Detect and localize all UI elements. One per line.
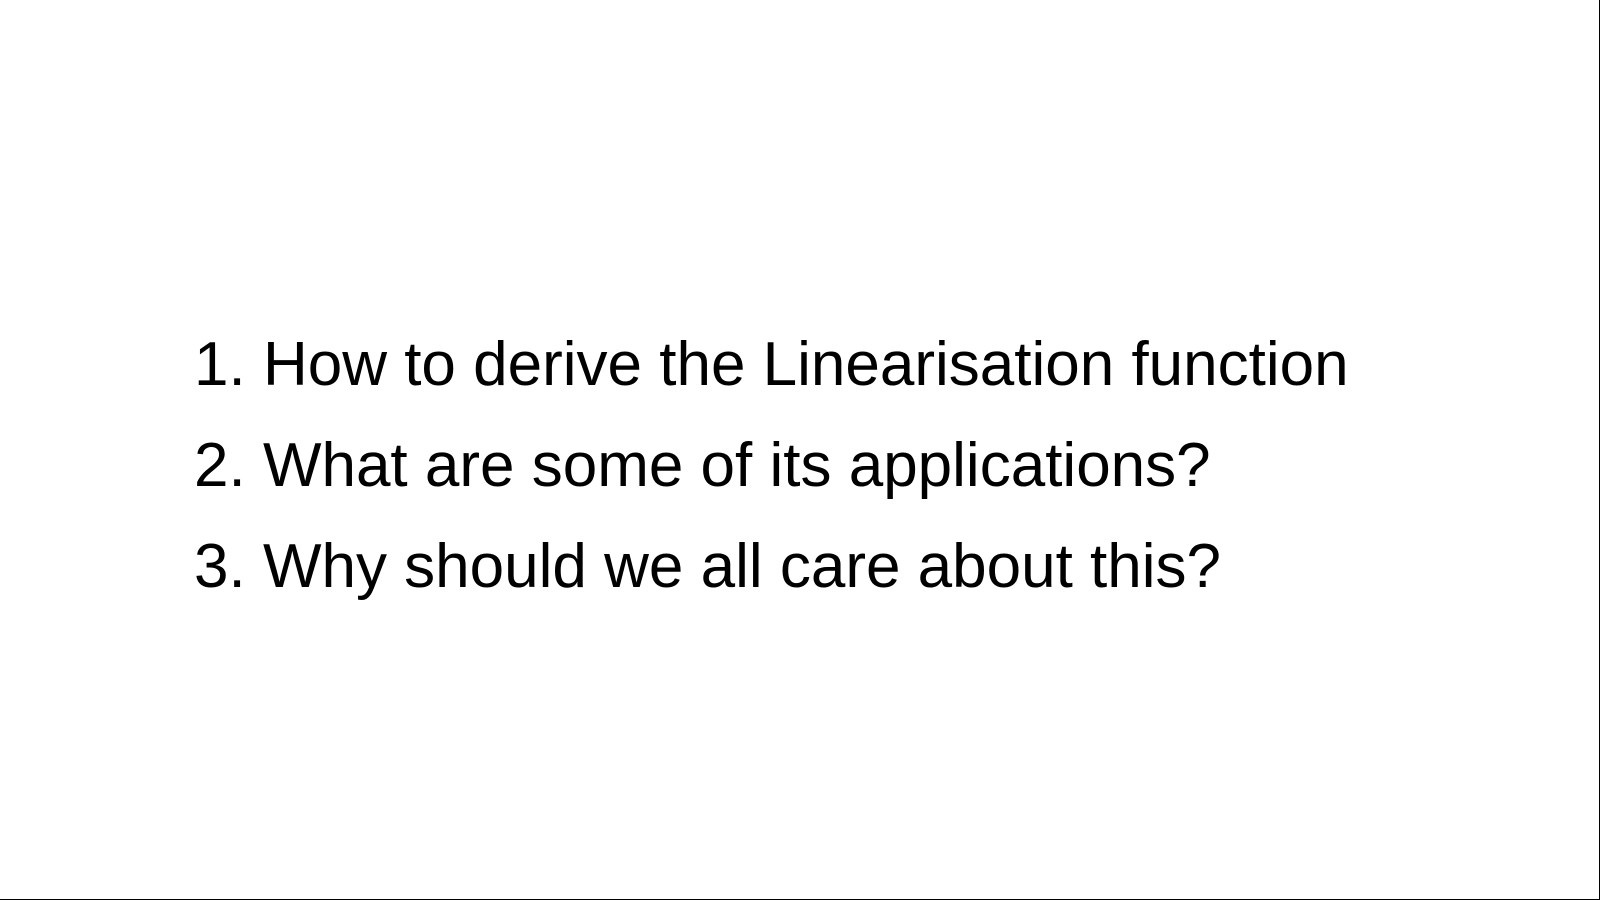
question-item-3 — [194, 516, 1349, 617]
question-list — [194, 314, 1349, 617]
question-item-1 — [194, 314, 1349, 415]
question-number: 1. — [194, 330, 246, 399]
question-item-2 — [194, 415, 1349, 516]
question-number: 2. — [194, 431, 246, 500]
question-number: 3. — [194, 532, 246, 601]
question-text: How to derive the Linearisation function — [262, 330, 1349, 399]
question-text: What are some of its applications? — [262, 431, 1211, 500]
question-text: Why should we all care about this? — [262, 532, 1222, 601]
